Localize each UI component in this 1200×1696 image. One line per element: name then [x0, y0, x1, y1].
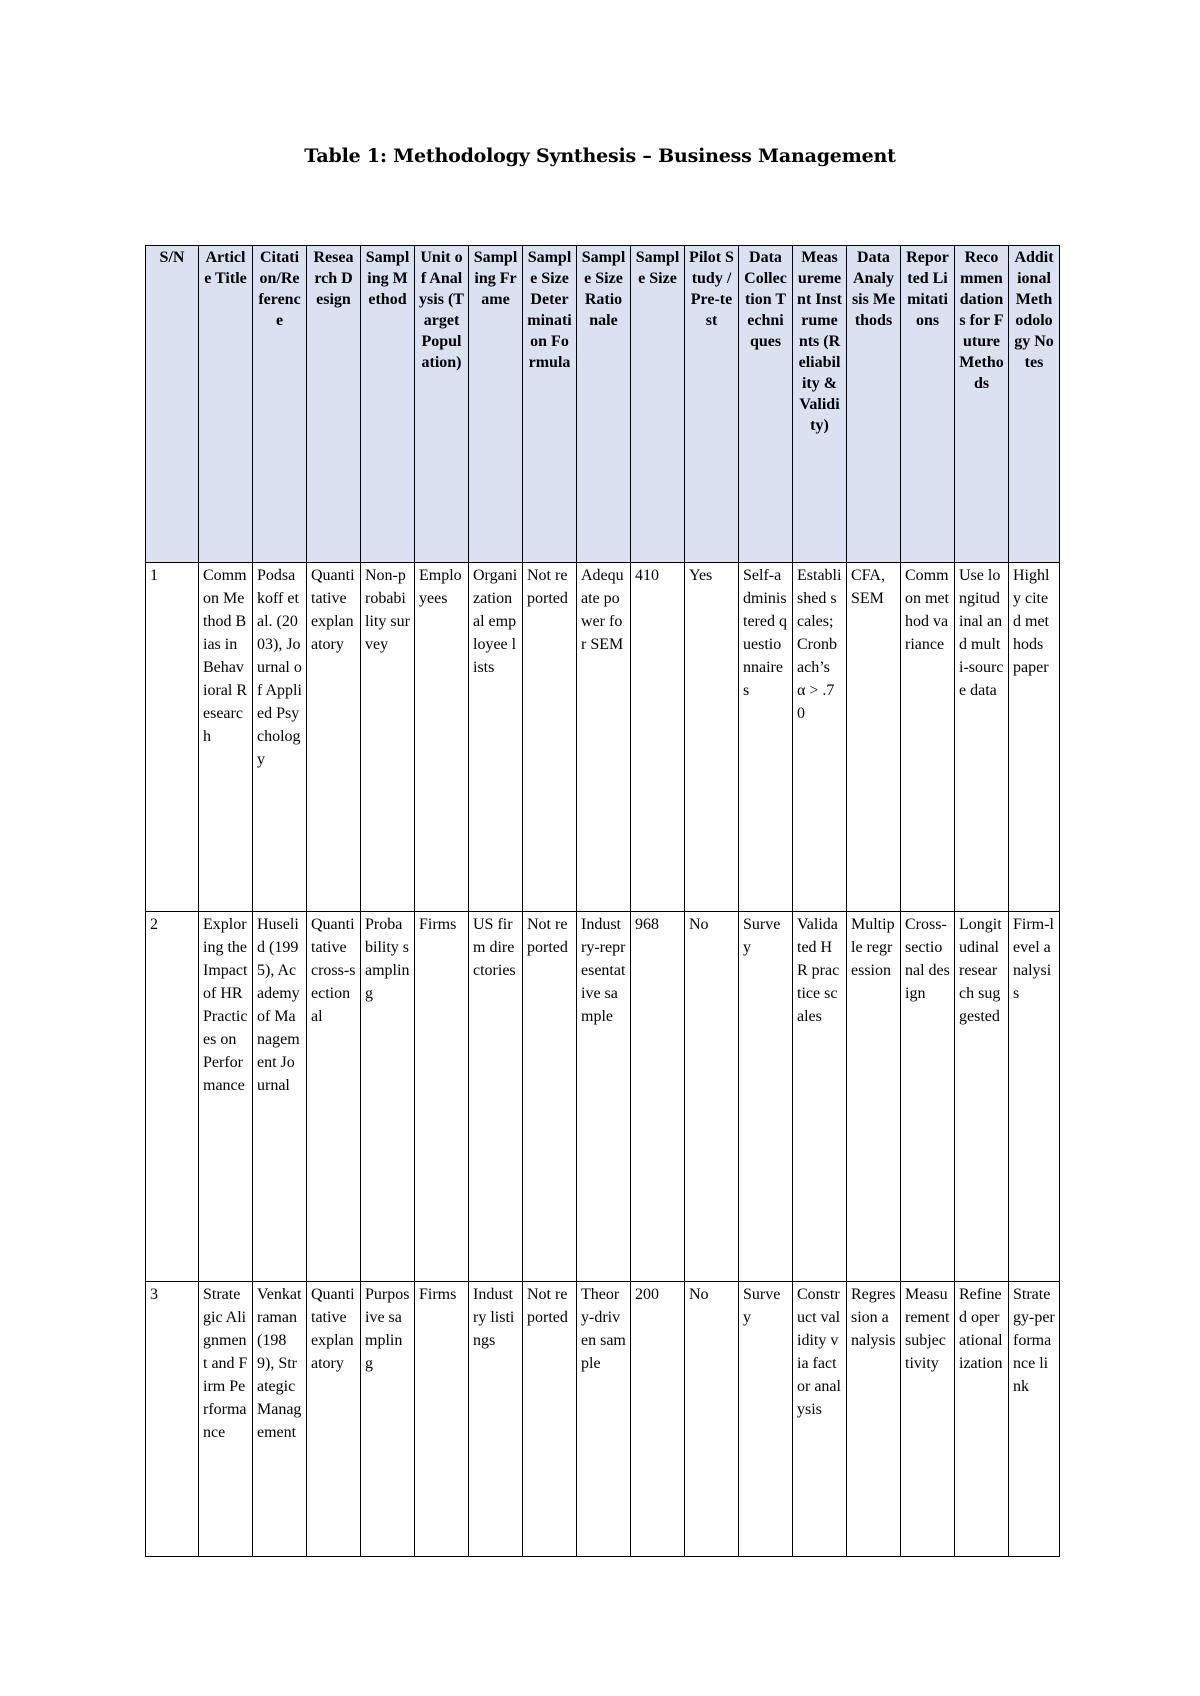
cell-text: Regression analysis — [851, 1286, 896, 1349]
cell-text: Theory-driven sample — [581, 1286, 626, 1372]
cell-text: No — [689, 1286, 709, 1303]
table-cell: Exploring the Impact of HR Practices on Performance — [199, 912, 253, 1282]
cell-text: Not reported — [527, 1286, 568, 1326]
column-header: Data Collection Techniques — [739, 246, 793, 563]
cell-text: Industry listings — [473, 1286, 515, 1349]
column-header: S/N — [146, 246, 199, 563]
table-cell — [685, 1282, 739, 1557]
table-cell: CFA, SEM — [847, 563, 901, 912]
column-header: Sampling Frame — [469, 246, 523, 563]
table-cell — [631, 1282, 685, 1557]
table-cell: Organizational employee lists — [469, 563, 523, 912]
table-cell — [577, 1282, 631, 1557]
table-cell: Podsakoff et al. (2003), Journal of Applied Psychology — [253, 563, 307, 912]
column-header: Sample Size Determination Formula — [523, 246, 577, 563]
table-cell — [199, 1282, 253, 1557]
table-cell: Employees — [415, 563, 469, 912]
table-cell: Common method variance — [901, 563, 955, 912]
column-header: Recommendations for Future Methods — [955, 246, 1009, 563]
column-header: Research Design — [307, 246, 361, 563]
table-cell: Adequate power for SEM — [577, 563, 631, 912]
table-cell: Huselid (1995), Academy of Management Journal — [253, 912, 307, 1282]
table-cell — [146, 1282, 199, 1557]
column-header: Unit of Analysis (Target Population) — [415, 246, 469, 563]
table-cell: 968 — [631, 912, 685, 1282]
table-cell: Common Method Bias in Behavioral Research — [199, 563, 253, 912]
table-cell — [415, 1282, 469, 1557]
cell-text: Venkatraman (1989), Strategic Management — [257, 1286, 302, 1441]
table-row — [146, 563, 1060, 912]
table-cell: US firm directories — [469, 912, 523, 1282]
table-cell: Highly cited methods paper — [1009, 563, 1060, 912]
table-cell — [739, 1282, 793, 1557]
table-cell: Quantitative explanatory — [307, 563, 361, 912]
table-cell — [901, 1282, 955, 1557]
methodology-table — [145, 245, 1060, 1557]
table-cell — [793, 1282, 847, 1557]
cell-text: Purposive sampling — [365, 1286, 410, 1372]
column-header: Sample Size Rationale — [577, 246, 631, 563]
column-header: Additional Methodology Notes — [1009, 246, 1060, 563]
table-cell: Firm-level analysis — [1009, 912, 1060, 1282]
cell-text: Strategic Alignment and Firm Performance — [203, 1286, 248, 1441]
cell-text: Refined operationalization — [959, 1286, 1003, 1372]
table-row — [146, 912, 1060, 1282]
table-cell: Self-administered questionnaires — [739, 563, 793, 912]
table-header-row — [146, 246, 1060, 563]
table-cell: Longitudinal research suggested — [955, 912, 1009, 1282]
table-cell — [523, 1282, 577, 1557]
table-cell — [253, 1282, 307, 1557]
table-cell — [307, 1282, 361, 1557]
table-cell: Non-probability survey — [361, 563, 415, 912]
column-header: Citation/Reference — [253, 246, 307, 563]
table-cell: 2 — [146, 912, 199, 1282]
table-cell — [1009, 1282, 1060, 1557]
table-cell: Cross-sectional design — [901, 912, 955, 1282]
table-cell: Validated HR practice scales — [793, 912, 847, 1282]
cell-text: 3 — [150, 1286, 158, 1303]
column-header: Data Analysis Methods — [847, 246, 901, 563]
column-header: Reported Limitations — [901, 246, 955, 563]
table-cell: Survey — [739, 912, 793, 1282]
table-cell: Yes — [685, 563, 739, 912]
cell-text: Quantitative explanatory — [311, 1286, 355, 1372]
table-cell — [361, 1282, 415, 1557]
table-cell: Probability sampling — [361, 912, 415, 1282]
table-cell: Firms — [415, 912, 469, 1282]
column-header: Article Title — [199, 246, 253, 563]
table-cell — [469, 1282, 523, 1557]
table-cell: Multiple regression — [847, 912, 901, 1282]
table-cell: Not reported — [523, 912, 577, 1282]
table-cell: Established scales; Cronbach’s α > .70 — [793, 563, 847, 912]
table-cell: Use longitudinal and multi-source data — [955, 563, 1009, 912]
cell-text: Survey — [743, 1286, 781, 1326]
cell-text: Construct validity via factor analysis — [797, 1286, 841, 1418]
table-cell — [955, 1282, 1009, 1557]
table-cell: Quantitative cross-sectional — [307, 912, 361, 1282]
cell-text: Strategy-performance link — [1013, 1286, 1055, 1395]
table-row — [146, 1282, 1060, 1557]
table-cell: Not reported — [523, 563, 577, 912]
column-header: Pilot Study / Pre-test — [685, 246, 739, 563]
cell-text: Measurement subjectivity — [905, 1286, 950, 1372]
table-cell: 410 — [631, 563, 685, 912]
cell-text: 200 — [635, 1286, 659, 1303]
table-cell: 1 — [146, 563, 199, 912]
table-cell: Industry-representative sample — [577, 912, 631, 1282]
table-cell: No — [685, 912, 739, 1282]
column-header: Measurement Instruments (Reliability & Validity) — [793, 246, 847, 563]
column-header: Sampling Method — [361, 246, 415, 563]
column-header: Sample Size — [631, 246, 685, 563]
cell-text: Firms — [419, 1286, 457, 1303]
page-title: Table 1: Methodology Synthesis – Business Management — [304, 145, 896, 167]
table-cell — [847, 1282, 901, 1557]
